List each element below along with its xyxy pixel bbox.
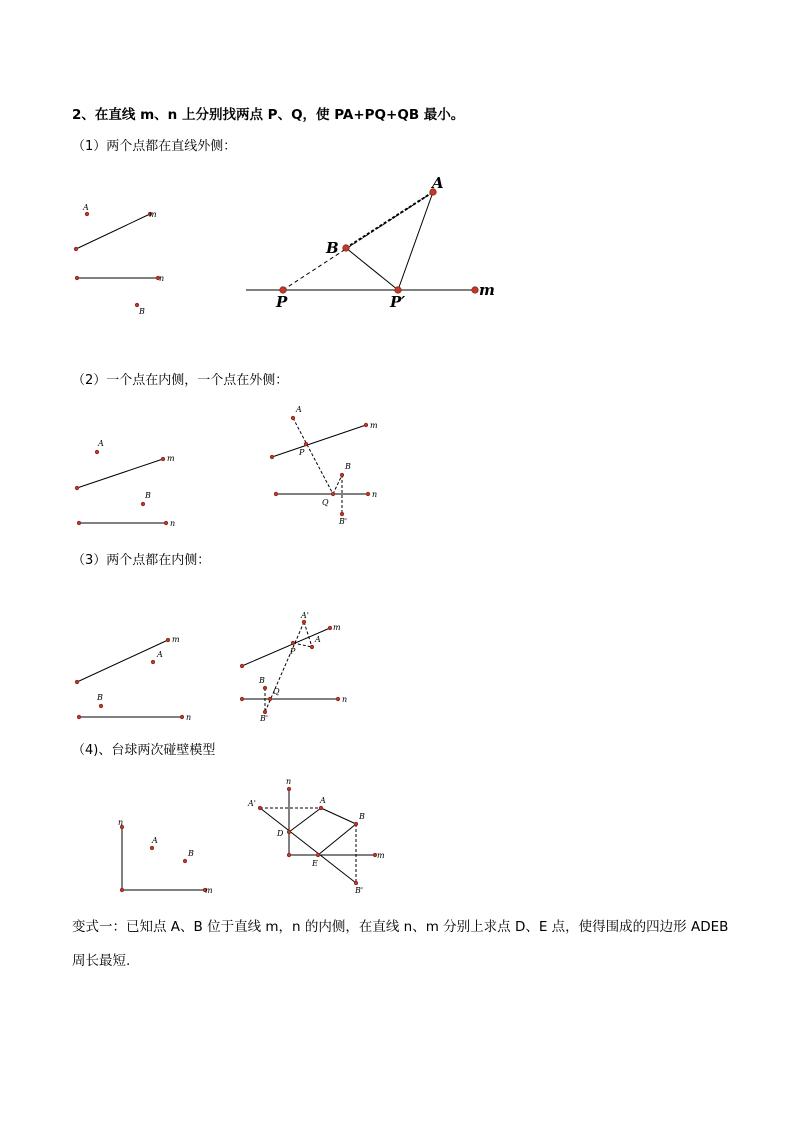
point-A: [291, 416, 295, 420]
label-m: m: [205, 886, 213, 895]
point-m-start: [270, 455, 274, 459]
point-A: [319, 806, 323, 810]
point-A-prime: [302, 620, 306, 624]
label-A: A: [152, 836, 158, 845]
line-m: [76, 214, 150, 249]
label-B: B: [359, 812, 365, 821]
point-m-end: [328, 626, 332, 630]
point-m-start: [75, 486, 79, 490]
label-m: m: [172, 635, 180, 644]
label-B-prime: B': [260, 714, 269, 723]
problem-title: 2、在直线 m、n 上分别找两点 P、Q，使 PA+PQ+QB 最小。: [72, 107, 465, 123]
label-A: A: [157, 650, 163, 659]
point-D: [287, 830, 291, 834]
segment-AB: [321, 808, 356, 824]
point-A: [151, 660, 155, 664]
case-4-heading: （4)、台球两次碰壁模型: [72, 743, 216, 758]
label-m: m: [333, 623, 341, 632]
point-A: [150, 846, 154, 850]
segment-A-prime-A-dashed: [304, 622, 312, 647]
point-A-prime: [258, 806, 262, 810]
label-A: A: [296, 405, 302, 414]
label-n: n: [342, 695, 348, 704]
point-n-start: [77, 521, 81, 525]
label-m: m: [167, 454, 175, 463]
point-n-start: [77, 715, 81, 719]
figure-4-left: [122, 827, 205, 890]
line-m: [272, 425, 366, 457]
point-Q: [268, 697, 272, 701]
point-B: [141, 502, 145, 506]
label-P-prime: P′: [390, 293, 406, 311]
label-E: E: [312, 859, 318, 868]
point-B: [354, 822, 358, 826]
variant-text: 变式一：已知点 A、B 位于直线 m，n 的内侧，在直线 n、m 分别上求点 D、E 点，使得围成的四边形 ADEB 周长最短.: [72, 919, 729, 969]
point-n-start: [274, 492, 278, 496]
segment-AB-dashed: [346, 192, 433, 248]
label-B: B: [145, 491, 151, 500]
label-n: n: [372, 490, 378, 499]
label-B-prime: B': [355, 886, 364, 895]
point-P: [291, 641, 295, 645]
figure-3-right: [242, 622, 338, 712]
line-m: [242, 628, 330, 666]
label-P: P: [276, 293, 288, 311]
figure-2-right: [272, 418, 368, 514]
segment-AP-prime: [398, 192, 433, 290]
point-B: [99, 704, 103, 708]
point-n-top: [287, 787, 291, 791]
label-A: A: [432, 174, 444, 192]
point-n-start: [75, 276, 79, 280]
label-A: A: [83, 203, 89, 212]
point-A: [310, 645, 314, 649]
label-m: m: [370, 421, 378, 430]
point-P: [304, 442, 308, 446]
label-P: P: [299, 448, 305, 457]
label-n: n: [159, 274, 165, 283]
label-n: n: [170, 519, 176, 528]
label-n: n: [286, 777, 292, 786]
label-B: B: [345, 462, 351, 471]
label-A: A: [315, 635, 321, 644]
figure-1-right: [246, 192, 475, 290]
label-Q: Q: [273, 687, 280, 696]
point-m-end: [166, 638, 170, 642]
point-m-end: [161, 457, 165, 461]
point-A: [85, 212, 89, 216]
label-B: B: [139, 307, 145, 316]
point-n-end: [164, 521, 168, 525]
point-B: [263, 686, 267, 690]
label-A-prime: A': [301, 611, 309, 620]
case-1-heading: （1）两个点都在直线外侧：: [72, 139, 237, 154]
point-n-end: [180, 715, 184, 719]
segment-BP-prime: [346, 248, 398, 290]
label-B: B: [326, 239, 339, 257]
label-B: B: [188, 849, 194, 858]
point-m: [472, 287, 479, 294]
segment-AD: [289, 808, 321, 832]
line-m: [77, 459, 163, 488]
label-Q: Q: [322, 498, 329, 507]
case-2-heading: （2）一个点在内侧，一个点在外侧：: [72, 373, 289, 388]
point-m-start: [75, 680, 79, 684]
label-A: A: [98, 439, 104, 448]
label-m: m: [479, 281, 495, 299]
point-B-prime: [354, 881, 358, 885]
label-B: B: [259, 676, 265, 685]
figure-2-left: [77, 459, 166, 523]
point-Q: [331, 492, 335, 496]
label-m: m: [149, 210, 157, 219]
label-n: n: [186, 713, 192, 722]
case-3-heading: （3）两个点都在内侧：: [72, 553, 211, 568]
point-m-start: [74, 247, 78, 251]
label-B: B: [97, 693, 103, 702]
segment-PA-dashed: [293, 643, 312, 647]
label-m: m: [377, 851, 385, 860]
point-B: [340, 473, 344, 477]
point-E: [316, 853, 320, 857]
point-origin: [120, 888, 124, 892]
figure-3-left: [77, 640, 182, 717]
point-B: [183, 859, 187, 863]
label-P: P: [290, 647, 296, 656]
segment-A-prime-B-prime: [260, 808, 356, 883]
point-m-end: [364, 423, 368, 427]
label-A-prime: A': [248, 799, 256, 808]
segment-BE: [318, 824, 356, 855]
point-origin: [287, 853, 291, 857]
figure-1-left: [76, 214, 158, 278]
point-A: [95, 450, 99, 454]
label-A: A: [320, 796, 326, 805]
point-n-end: [366, 492, 370, 496]
point-B-prime: [340, 512, 344, 516]
segment-QB: [333, 475, 342, 494]
point-B: [343, 245, 350, 252]
label-n: n: [118, 818, 124, 827]
label-B-prime: B': [339, 517, 348, 526]
point-m-start: [240, 664, 244, 668]
label-D: D: [277, 829, 284, 838]
point-n-start: [240, 697, 244, 701]
point-n-end: [336, 697, 340, 701]
